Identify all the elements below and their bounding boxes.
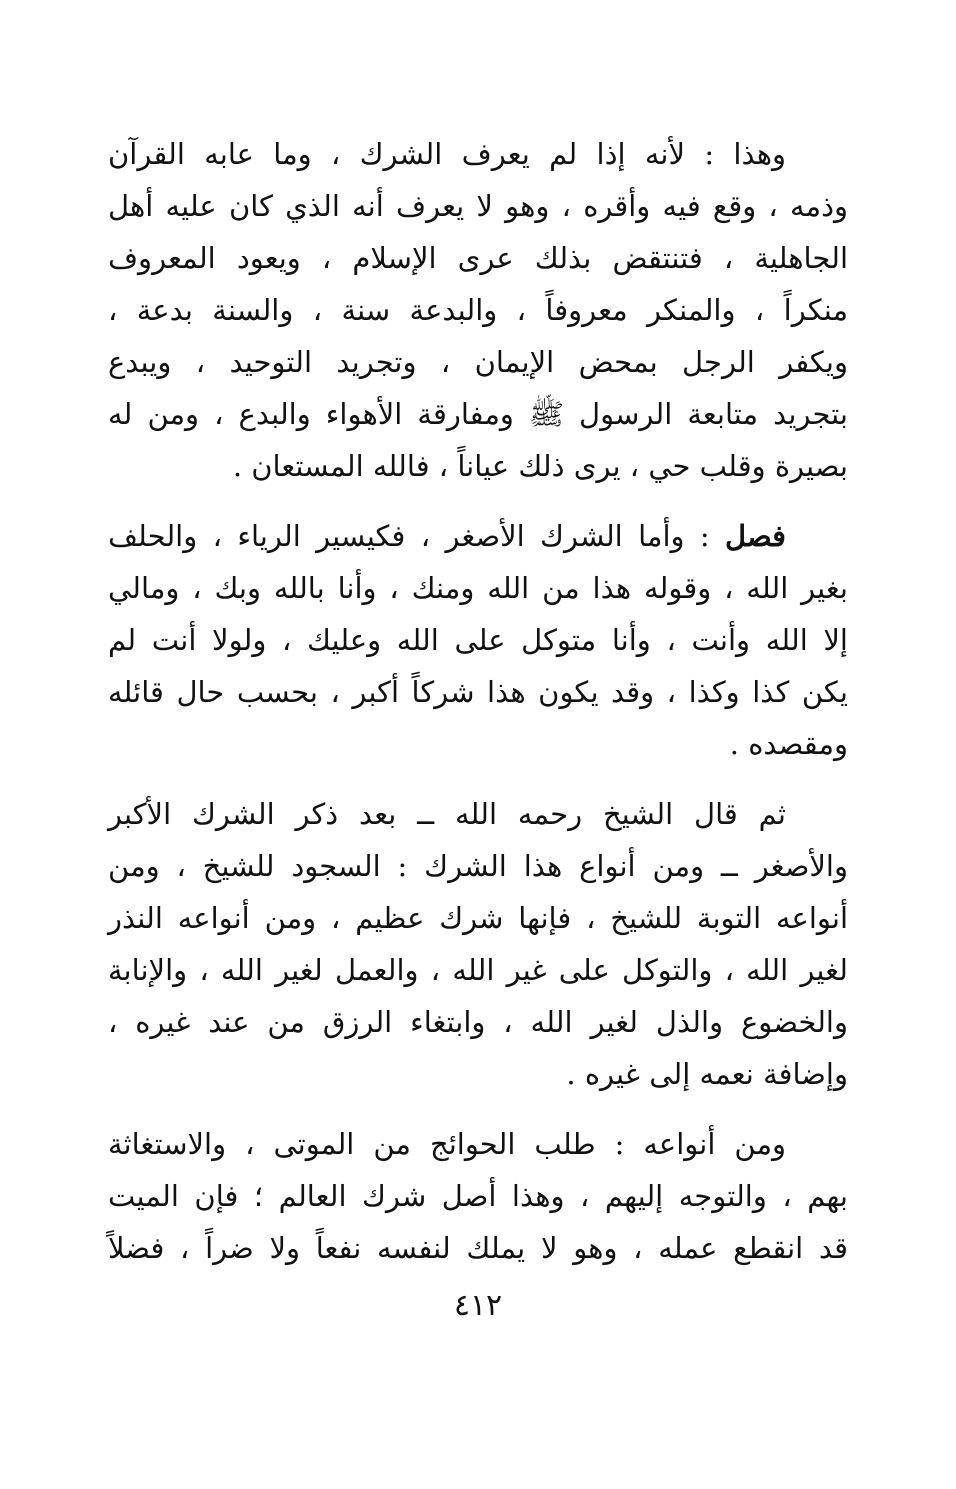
text-line: لغير الله ، والتوكل على غير الله ، والعمل لغير الله ، والإنابة: [108, 953, 848, 987]
text-line: والأصغر ــ ومن أنواع هذا الشرك : السجود للشيخ ، ومن: [108, 849, 848, 883]
text-line: ويكفر الرجل بمحض الإيمان ، وتجريد التوحيد ، ويبدع: [108, 345, 848, 379]
text-line: [108, 510, 848, 562]
text-line: وهذا : لأنه إذا لم يعرف الشرك ، وما عابه القرآن: [108, 137, 786, 171]
page-number: ٤١٢: [453, 1288, 503, 1323]
text-line: بهم ، والتوجه إليهم ، وهذا أصل شرك العالم ؛ فإن الميت: [108, 1179, 848, 1213]
paragraph-1: [108, 128, 848, 492]
text-line: ومن أنواعه : طلب الحوائج من الموتى ، والاستغاثة: [108, 1127, 786, 1161]
text-line: وإضافة نعمه إلى غيره .: [566, 1057, 848, 1091]
text-line: بتجريد متابعة الرسول ﷺ ومفارقة الأهواء والبدع ، ومن له: [108, 397, 848, 431]
text-line: يكن كذا وكذا ، وقد يكون هذا شركاً أكبر ، بحسب حال قائله: [108, 675, 848, 709]
text-line: الجاهلية ، فتنتقض بذلك عرى الإسلام ، ويعود المعروف: [108, 241, 848, 275]
section-heading: فصل: [725, 519, 786, 553]
paragraph-2: [108, 510, 848, 770]
text-line: ومقصده .: [729, 727, 848, 761]
page-body: [108, 128, 848, 1274]
text-run: : وأما الشرك الأصغر ، فكيسير الرياء ، والحلف: [108, 519, 726, 553]
text-line: إلا الله وأنت ، وأنا متوكل على الله وعليك ، ولولا أنت لم: [108, 623, 848, 657]
paragraph-4: [108, 1118, 848, 1274]
text-line: بصيرة وقلب حي ، يرى ذلك عياناً ، فالله المستعان .: [232, 449, 848, 483]
text-line: أنواعه التوبة للشيخ ، فإنها شرك عظيم ، ومن أنواعه النذر: [108, 901, 848, 935]
text-line: قد انقطع عمله ، وهو لا يملك لنفسه نفعاً ولا ضراً ، فضلاً: [108, 1231, 848, 1265]
text-line: منكراً ، والمنكر معروفاً ، والبدعة سنة ، والسنة بدعة ،: [108, 293, 848, 327]
paragraph-3: [108, 788, 848, 1100]
text-line: والخضوع والذل لغير الله ، وابتغاء الرزق من عند غيره ،: [108, 1005, 848, 1039]
text-line: ثم قال الشيخ رحمه الله ــ بعد ذكر الشرك الأكبر: [108, 797, 786, 831]
text-line: بغير الله ، وقوله هذا من الله ومنك ، وأنا بالله وبك ، ومالي: [108, 571, 848, 605]
text-line: وذمه ، وقع فيه وأقره ، وهو لا يعرف أنه الذي كان عليه أهل: [108, 189, 848, 223]
